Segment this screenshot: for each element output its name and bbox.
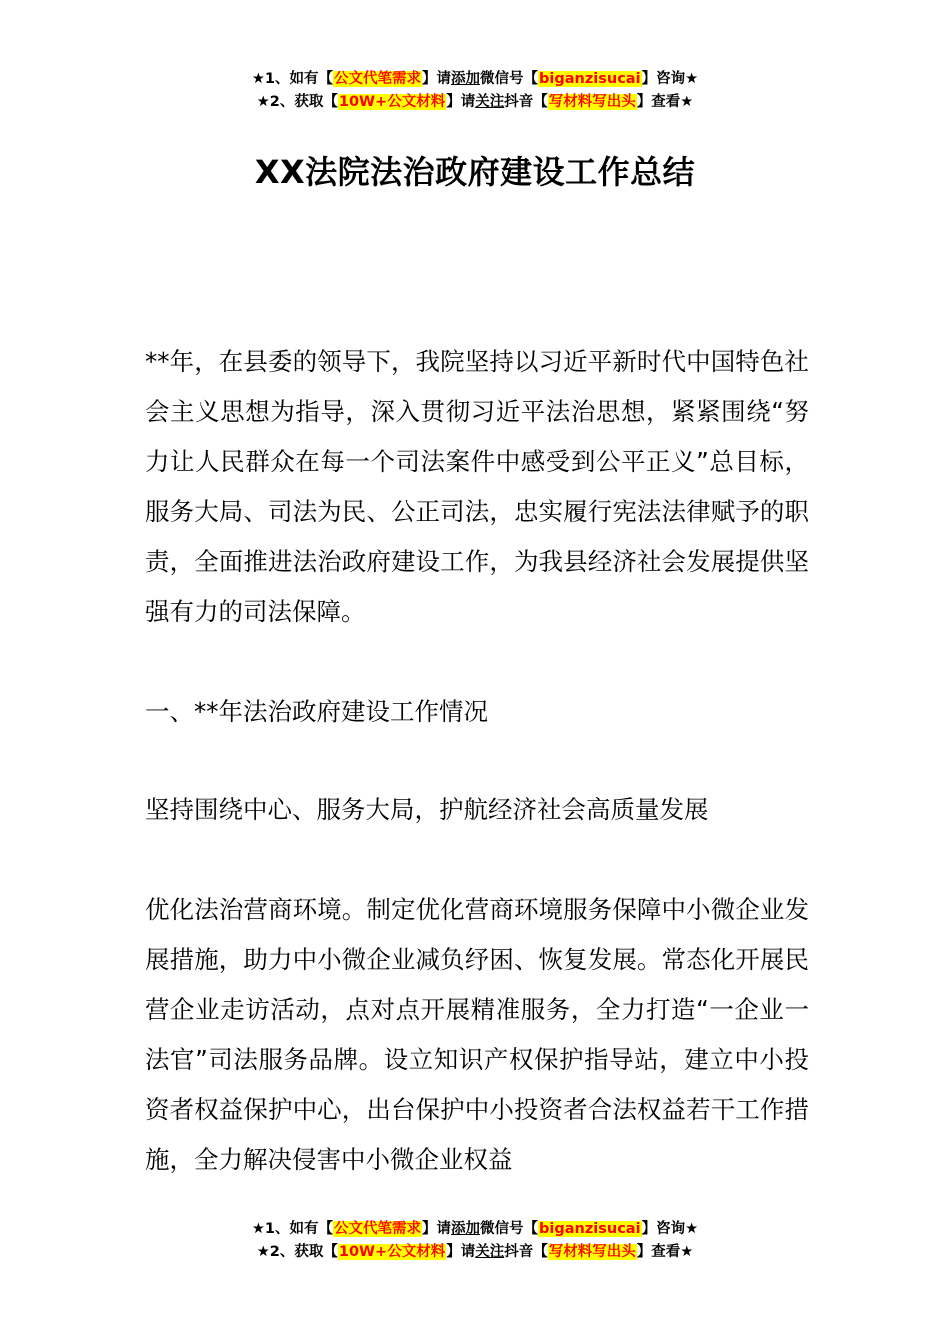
- top-ad-banner: [0, 68, 950, 114]
- body-paragraph: 优化法治营商环境。制定优化营商环境服务保障中小微企业发展措施，助力中小微企业减负纾困、恢复发展。常态化开展民营企业走访活动，点对点开展精准服务，全力打造“一企业一法官”司法服务品牌。设立知识产权保护指导站，建立中小投资者权益保护中心，出台保护中小投资者合法权益若干工作措施，全力解决侵害中小微企业权益: [145, 895, 809, 1174]
- ad-highlight: 公文代笔需求: [334, 1221, 422, 1237]
- ad-text: 】请: [446, 94, 476, 110]
- ad-text: ★2、获取【: [256, 1244, 338, 1260]
- ad-text: 】咨询★: [641, 71, 699, 87]
- ad-text: 微信号【: [480, 1221, 539, 1237]
- ad-highlight: biganzisucai: [539, 1221, 641, 1237]
- ad-text: 】查看★: [636, 1244, 694, 1260]
- ad-text: 抖音【: [504, 1244, 548, 1260]
- ad-text: 】请: [422, 1221, 452, 1237]
- section-heading: 一、**年法治政府建设工作情况: [145, 697, 488, 726]
- ad-text: 】查看★: [636, 94, 694, 110]
- ad-highlight: 写材料写出头: [548, 1244, 636, 1260]
- ad-underlined-text: 关注: [475, 1244, 505, 1260]
- ad-line-1: [0, 1218, 950, 1241]
- ad-text: 微信号【: [480, 71, 539, 87]
- ad-line-1: [0, 68, 950, 91]
- ad-text: ★1、如有【: [251, 1221, 334, 1237]
- ad-text: 抖音【: [504, 94, 548, 110]
- ad-text: ★1、如有【: [251, 71, 334, 87]
- document-title: XX法院法治政府建设工作总结: [254, 153, 696, 191]
- ad-highlight: 公文代笔需求: [334, 71, 422, 87]
- ad-underlined-text: 关注: [475, 94, 505, 110]
- ad-highlight: 写材料写出头: [548, 94, 636, 110]
- subsection-heading: 坚持围绕中心、服务大局，护航经济社会高质量发展: [145, 795, 709, 824]
- ad-text: 】咨询★: [641, 1221, 699, 1237]
- intro-paragraph: **年，在县委的领导下，我院坚持以习近平新时代中国特色社会主义思想为指导，深入贯彻习近平法治思想，紧紧围绕“努力让人民群众在每一个司法案件中感受到公平正义”总目标，服务大局、司法为民、公正司法，忠实履行宪法法律赋予的职责，全面推进法治政府建设工作，为我县经济社会发展提供坚强有力的司法保障。: [145, 347, 809, 626]
- ad-highlight: 10W+公文材料: [338, 1244, 446, 1260]
- ad-highlight: biganzisucai: [539, 71, 641, 87]
- ad-text: 】请: [446, 1244, 476, 1260]
- ad-highlight: 10W+公文材料: [338, 94, 446, 110]
- ad-line-2: [0, 91, 950, 114]
- ad-text: 】请: [422, 71, 452, 87]
- bottom-ad-banner: [0, 1218, 950, 1264]
- ad-line-2: [0, 1241, 950, 1264]
- ad-underlined-text: 添加: [451, 71, 481, 87]
- ad-underlined-text: 添加: [451, 1221, 481, 1237]
- ad-text: ★2、获取【: [256, 94, 338, 110]
